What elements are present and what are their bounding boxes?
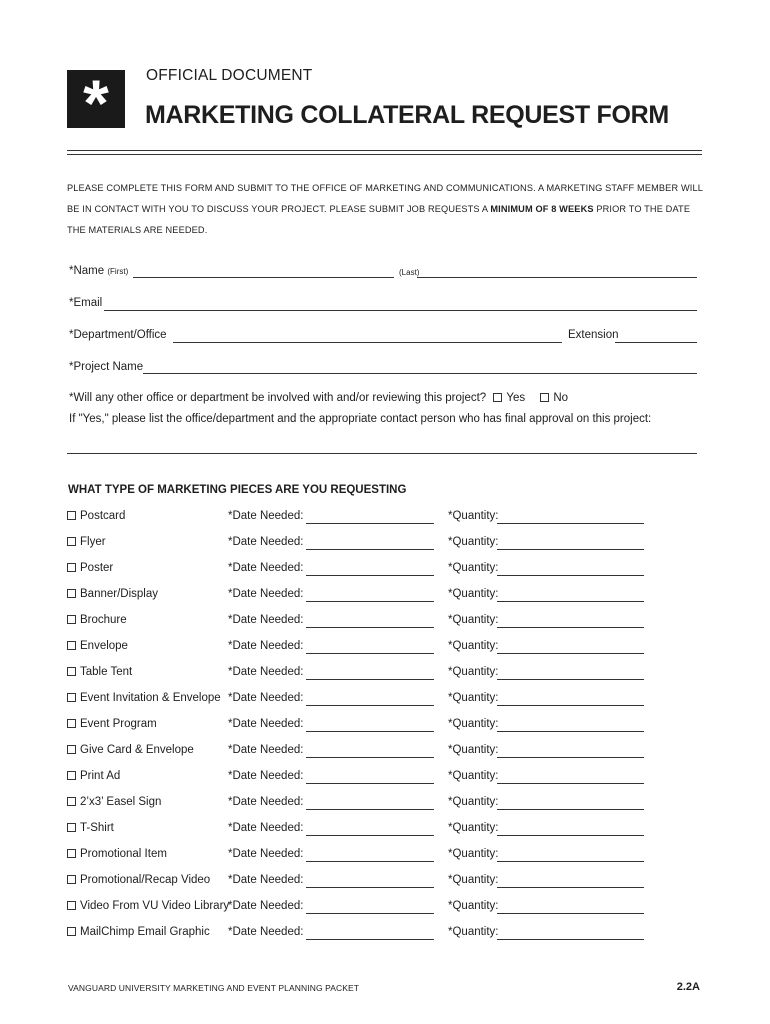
department-label: *Department/Office bbox=[69, 329, 167, 341]
quantity-label: *Quantity: bbox=[448, 614, 499, 626]
footer-packet-name: VANGUARD UNIVERSITY MARKETING AND EVENT PLANNING PACKET bbox=[68, 983, 360, 993]
piece-checkbox[interactable] bbox=[67, 667, 76, 676]
piece-label: Give Card & Envelope bbox=[80, 744, 194, 756]
header-divider-bottom bbox=[67, 154, 702, 155]
quantity-field[interactable] bbox=[497, 549, 644, 550]
quantity-label: *Quantity: bbox=[448, 900, 499, 912]
department-field[interactable] bbox=[173, 342, 562, 343]
piece-item bbox=[67, 614, 127, 626]
name-label: *Name bbox=[69, 265, 105, 277]
quantity-field[interactable] bbox=[497, 627, 644, 628]
date-needed-label: *Date Needed: bbox=[228, 692, 304, 704]
piece-label: Banner/Display bbox=[80, 588, 158, 600]
page-number: 2.2A bbox=[676, 981, 700, 993]
date-needed-label: *Date Needed: bbox=[228, 510, 304, 522]
date-needed-field[interactable] bbox=[306, 887, 434, 888]
yes-label: Yes bbox=[506, 392, 526, 404]
piece-row bbox=[0, 900, 770, 920]
piece-row bbox=[0, 640, 770, 660]
piece-checkbox[interactable] bbox=[67, 849, 76, 858]
quantity-label: *Quantity: bbox=[448, 770, 499, 782]
first-name-hint: (First) bbox=[107, 267, 129, 276]
piece-label: Event Invitation & Envelope bbox=[80, 692, 221, 704]
asterisk-logo bbox=[67, 66, 125, 140]
piece-row bbox=[0, 718, 770, 738]
piece-item bbox=[67, 926, 210, 938]
quantity-label: *Quantity: bbox=[448, 926, 499, 938]
date-needed-field[interactable] bbox=[306, 939, 434, 940]
piece-row bbox=[0, 614, 770, 634]
quantity-label: *Quantity: bbox=[448, 640, 499, 652]
last-name-hint: (Last) bbox=[399, 268, 420, 277]
piece-checkbox[interactable] bbox=[67, 719, 76, 728]
piece-label: Promotional/Recap Video bbox=[80, 874, 211, 886]
intro-emphasis: MINIMUM OF 8 WEEKS bbox=[490, 204, 594, 214]
piece-row bbox=[0, 796, 770, 816]
date-needed-field[interactable] bbox=[306, 601, 434, 602]
piece-item bbox=[67, 588, 158, 600]
piece-checkbox[interactable] bbox=[67, 771, 76, 780]
quantity-label: *Quantity: bbox=[448, 562, 499, 574]
piece-row bbox=[0, 822, 770, 842]
quantity-label: *Quantity: bbox=[448, 666, 499, 678]
section-title: WHAT TYPE OF MARKETING PIECES ARE YOU REQUESTING bbox=[68, 484, 407, 496]
piece-label: MailChimp Email Graphic bbox=[80, 926, 210, 938]
piece-checkbox[interactable] bbox=[67, 589, 76, 598]
piece-label: Video From VU Video Library bbox=[80, 900, 230, 912]
quantity-label: *Quantity: bbox=[448, 874, 499, 886]
last-name-field[interactable] bbox=[417, 277, 697, 278]
name-label-group bbox=[69, 265, 128, 277]
date-needed-field[interactable] bbox=[306, 705, 434, 706]
date-needed-label: *Date Needed: bbox=[228, 848, 304, 860]
involvement-question bbox=[69, 392, 568, 404]
piece-label: Postcard bbox=[80, 510, 126, 522]
date-needed-field[interactable] bbox=[306, 861, 434, 862]
piece-item bbox=[67, 562, 113, 574]
date-needed-field[interactable] bbox=[306, 783, 434, 784]
date-needed-label: *Date Needed: bbox=[228, 874, 304, 886]
quantity-field[interactable] bbox=[497, 835, 644, 836]
quantity-label: *Quantity: bbox=[448, 744, 499, 756]
piece-item bbox=[67, 796, 161, 808]
first-name-field[interactable] bbox=[133, 277, 394, 278]
quantity-label: *Quantity: bbox=[448, 588, 499, 600]
intro-text: PLEASE COMPLETE THIS FORM AND SUBMIT TO THE OFFICE OF MARKETING AND COMMUNICATIONS. A MARKETING STAFF MEMBER WILL BE IN CONTACT WITH YOU TO DISCUSS YOUR PROJECT. PLEASE SUBMIT JOB REQUESTS A bbox=[67, 183, 703, 214]
document-kicker: OFFICIAL DOCUMENT bbox=[146, 67, 313, 84]
quantity-label: *Quantity: bbox=[448, 510, 499, 522]
date-needed-label: *Date Needed: bbox=[228, 796, 304, 808]
quantity-field[interactable] bbox=[497, 731, 644, 732]
email-field[interactable] bbox=[104, 310, 697, 311]
email-label: *Email bbox=[69, 297, 103, 309]
piece-checkbox[interactable] bbox=[67, 875, 76, 884]
quantity-label: *Quantity: bbox=[448, 822, 499, 834]
project-name-label: *Project Name bbox=[69, 361, 144, 373]
piece-label: Promotional Item bbox=[80, 848, 167, 860]
piece-item bbox=[67, 822, 114, 834]
date-needed-label: *Date Needed: bbox=[228, 770, 304, 782]
date-needed-label: *Date Needed: bbox=[228, 926, 304, 938]
piece-item bbox=[67, 718, 157, 730]
date-needed-field[interactable] bbox=[306, 679, 434, 680]
date-needed-field[interactable] bbox=[306, 809, 434, 810]
date-needed-label: *Date Needed: bbox=[228, 614, 304, 626]
asterisk-icon: * bbox=[83, 66, 109, 140]
page-title: MARKETING COLLATERAL REQUEST FORM bbox=[145, 101, 669, 129]
piece-label: Event Program bbox=[80, 718, 157, 730]
piece-item bbox=[67, 848, 167, 860]
piece-item bbox=[67, 640, 128, 652]
piece-row bbox=[0, 588, 770, 608]
piece-row bbox=[0, 926, 770, 946]
piece-label: Poster bbox=[80, 562, 114, 574]
date-needed-field[interactable] bbox=[306, 913, 434, 914]
date-needed-field[interactable] bbox=[306, 627, 434, 628]
piece-label: 2’x3’ Easel Sign bbox=[80, 796, 162, 808]
piece-checkbox[interactable] bbox=[67, 693, 76, 702]
no-label: No bbox=[553, 392, 569, 404]
intro-text-end: PRIOR TO THE DATE THE MATERIALS ARE NEEDED. bbox=[67, 204, 691, 235]
intro-paragraph bbox=[67, 178, 707, 241]
quantity-label: *Quantity: bbox=[448, 692, 499, 704]
date-needed-label: *Date Needed: bbox=[228, 822, 304, 834]
piece-row bbox=[0, 536, 770, 556]
piece-label: Flyer bbox=[80, 536, 106, 548]
piece-checkbox[interactable] bbox=[67, 927, 76, 936]
quantity-label: *Quantity: bbox=[448, 796, 499, 808]
piece-checkbox[interactable] bbox=[67, 537, 76, 546]
date-needed-label: *Date Needed: bbox=[228, 900, 304, 912]
date-needed-label: *Date Needed: bbox=[228, 666, 304, 678]
quantity-field[interactable] bbox=[497, 523, 644, 524]
yes-checkbox[interactable] bbox=[493, 393, 502, 402]
quantity-label: *Quantity: bbox=[448, 848, 499, 860]
piece-checkbox[interactable] bbox=[67, 823, 76, 832]
piece-item bbox=[67, 900, 229, 912]
date-needed-label: *Date Needed: bbox=[228, 588, 304, 600]
piece-label: T-Shirt bbox=[80, 822, 114, 834]
no-checkbox[interactable] bbox=[540, 393, 549, 402]
piece-checkbox[interactable] bbox=[67, 797, 76, 806]
followup-instruction: If "Yes," please list the office/department and the appropriate contact person who has final approval on this project: bbox=[69, 413, 652, 425]
quantity-field[interactable] bbox=[497, 705, 644, 706]
involvement-question-text: *Will any other office or department be involved with and/or reviewing this project? bbox=[69, 392, 487, 404]
piece-checkbox[interactable] bbox=[67, 745, 76, 754]
piece-row bbox=[0, 874, 770, 894]
date-needed-field[interactable] bbox=[306, 757, 434, 758]
piece-label: Print Ad bbox=[80, 770, 121, 782]
piece-item bbox=[67, 692, 221, 704]
quantity-field[interactable] bbox=[497, 575, 644, 576]
piece-label: Brochure bbox=[80, 614, 127, 626]
quantity-field[interactable] bbox=[497, 653, 644, 654]
date-needed-label: *Date Needed: bbox=[228, 744, 304, 756]
project-name-field[interactable] bbox=[143, 373, 697, 374]
quantity-field[interactable] bbox=[497, 783, 644, 784]
quantity-field[interactable] bbox=[497, 861, 644, 862]
quantity-field[interactable] bbox=[497, 913, 644, 914]
piece-row bbox=[0, 510, 770, 530]
piece-row bbox=[0, 770, 770, 790]
piece-item bbox=[67, 770, 120, 782]
approval-contact-field[interactable] bbox=[67, 453, 697, 454]
piece-row bbox=[0, 692, 770, 712]
piece-item bbox=[67, 874, 210, 886]
header-divider-top bbox=[67, 150, 702, 151]
piece-checkbox[interactable] bbox=[67, 511, 76, 520]
piece-item bbox=[67, 510, 125, 522]
piece-row bbox=[0, 848, 770, 868]
quantity-field[interactable] bbox=[497, 809, 644, 810]
piece-row bbox=[0, 744, 770, 764]
date-needed-field[interactable] bbox=[306, 549, 434, 550]
quantity-field[interactable] bbox=[497, 679, 644, 680]
piece-checkbox[interactable] bbox=[67, 641, 76, 650]
piece-label: Table Tent bbox=[80, 666, 133, 678]
piece-checkbox[interactable] bbox=[67, 615, 76, 624]
date-needed-field[interactable] bbox=[306, 653, 434, 654]
piece-item bbox=[67, 744, 194, 756]
quantity-field[interactable] bbox=[497, 887, 644, 888]
date-needed-field[interactable] bbox=[306, 835, 434, 836]
quantity-field[interactable] bbox=[497, 939, 644, 940]
date-needed-field[interactable] bbox=[306, 731, 434, 732]
piece-checkbox[interactable] bbox=[67, 901, 76, 910]
quantity-field[interactable] bbox=[497, 757, 644, 758]
quantity-field[interactable] bbox=[497, 601, 644, 602]
piece-item bbox=[67, 536, 106, 548]
date-needed-field[interactable] bbox=[306, 523, 434, 524]
date-needed-label: *Date Needed: bbox=[228, 718, 304, 730]
date-needed-label: *Date Needed: bbox=[228, 536, 304, 548]
piece-row bbox=[0, 666, 770, 686]
piece-label: Envelope bbox=[80, 640, 128, 652]
date-needed-field[interactable] bbox=[306, 575, 434, 576]
date-needed-label: *Date Needed: bbox=[228, 640, 304, 652]
piece-checkbox[interactable] bbox=[67, 563, 76, 572]
extension-field[interactable] bbox=[615, 342, 697, 343]
date-needed-label: *Date Needed: bbox=[228, 562, 304, 574]
quantity-label: *Quantity: bbox=[448, 536, 499, 548]
quantity-label: *Quantity: bbox=[448, 718, 499, 730]
extension-label: Extension bbox=[568, 329, 619, 341]
piece-row bbox=[0, 562, 770, 582]
piece-item bbox=[67, 666, 132, 678]
